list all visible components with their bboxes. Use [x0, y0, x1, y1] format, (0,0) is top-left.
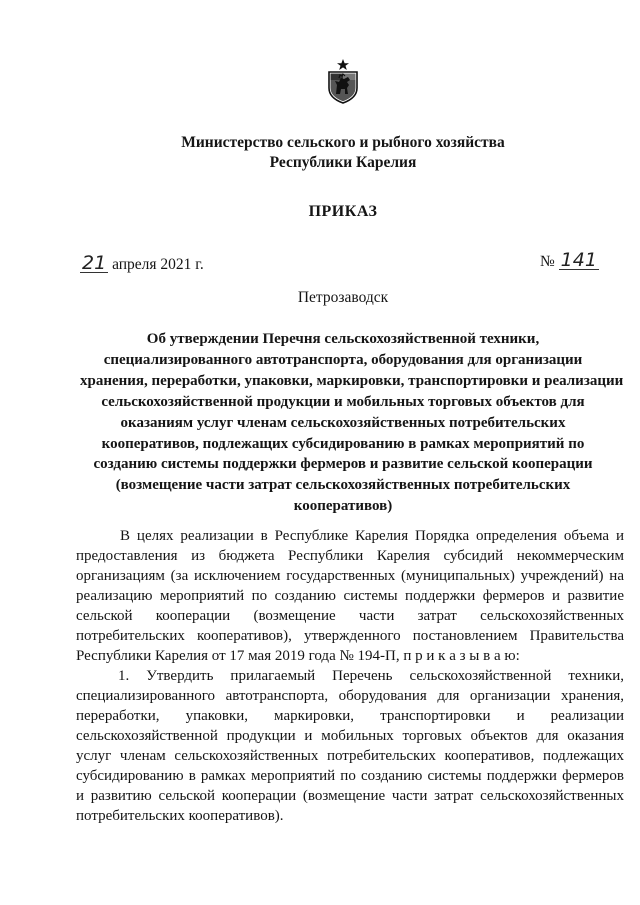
- ministry-name: [100, 133, 586, 173]
- body-line: организациям (за исключением государственных (муниципальных) учреждений) на: [76, 568, 624, 584]
- item-1-paragraph: [76, 666, 624, 826]
- body-line: специализированного автотранспорта, оборудования для организации хранения,: [76, 688, 624, 704]
- number-prefix: №: [540, 253, 555, 270]
- karelia-coat-of-arms-icon: [326, 58, 360, 104]
- date-month-year: апреля 2021 г.: [112, 256, 204, 273]
- body-line: услуг членам сельскохозяйственных потребительских кооперативов, подлежащих: [76, 748, 624, 764]
- body-line: сельской кооперации (возмещение части затрат сельскохозяйственных: [76, 608, 624, 624]
- subject-line: созданию системы поддержки фермеров и развитие сельской кооперации: [93, 456, 593, 473]
- document-body: [76, 526, 624, 826]
- document-city: Петрозаводск: [297, 289, 389, 306]
- subject-line: (возмещение части затрат сельскохозяйственных потребительских: [115, 477, 571, 494]
- subject-line: кооперативов): [293, 498, 393, 515]
- handwritten-day: 21: [82, 252, 107, 274]
- ministry-line-2: Республики Карелия: [269, 154, 417, 171]
- document-date: [80, 254, 204, 274]
- subject-line: кооперативов, подлежащих субсидированию в рамках мероприятий по: [101, 435, 585, 452]
- handwritten-number: 141: [560, 249, 597, 271]
- ministry-line-1: Министерство сельского и рыбного хозяйства: [181, 134, 505, 151]
- body-line: переработки, упаковки, маркировки, транспортировки и реализации: [76, 708, 624, 724]
- body-line: потребительских кооперативов), утвержденного постановлением Правительства: [76, 628, 624, 644]
- preamble-paragraph: [76, 526, 624, 666]
- body-line: 1. Утвердить прилагаемый Перечень сельскохозяйственной техники,: [118, 668, 624, 684]
- subject-line: специализированного автотранспорта, оборудования для организации: [103, 351, 583, 368]
- body-line: потребительских кооперативов).: [76, 808, 284, 824]
- subject-line: сельскохозяйственной продукции и мобильных торговых объектов для: [101, 393, 585, 410]
- document-number: [540, 251, 599, 271]
- subject-line: хранения, переработки, упаковки, маркировки, транспортировки и реализации: [80, 372, 624, 389]
- body-line: субсидированию в рамках мероприятий по созданию системы поддержки фермеров: [76, 768, 624, 784]
- body-line: реализацию мероприятий по созданию системы поддержки фермеров и развитие: [76, 588, 624, 604]
- body-line: и развитию сельской кооперации (возмещение части затрат сельскохозяйственных: [76, 788, 624, 804]
- subject-line: Об утверждении Перечня сельскохозяйственной техники,: [146, 331, 540, 347]
- body-line: сельскохозяйственной продукции и мобильных торговых объектов для оказания: [76, 728, 624, 744]
- document-subject: [80, 329, 624, 517]
- body-line: В целях реализации в Республике Карелия Порядка определения объема и: [120, 528, 624, 544]
- body-line: Республики Карелия от 17 мая 2019 года № 194-П, п р и к а з ы в а ю:: [76, 648, 520, 664]
- document-type-title: ПРИКАЗ: [308, 203, 378, 220]
- subject-line: оказаниям услуг членам сельскохозяйственных потребительских: [120, 414, 566, 431]
- body-line: предоставления из бюджета Республики Карелия субсидий некоммерческим: [76, 548, 624, 564]
